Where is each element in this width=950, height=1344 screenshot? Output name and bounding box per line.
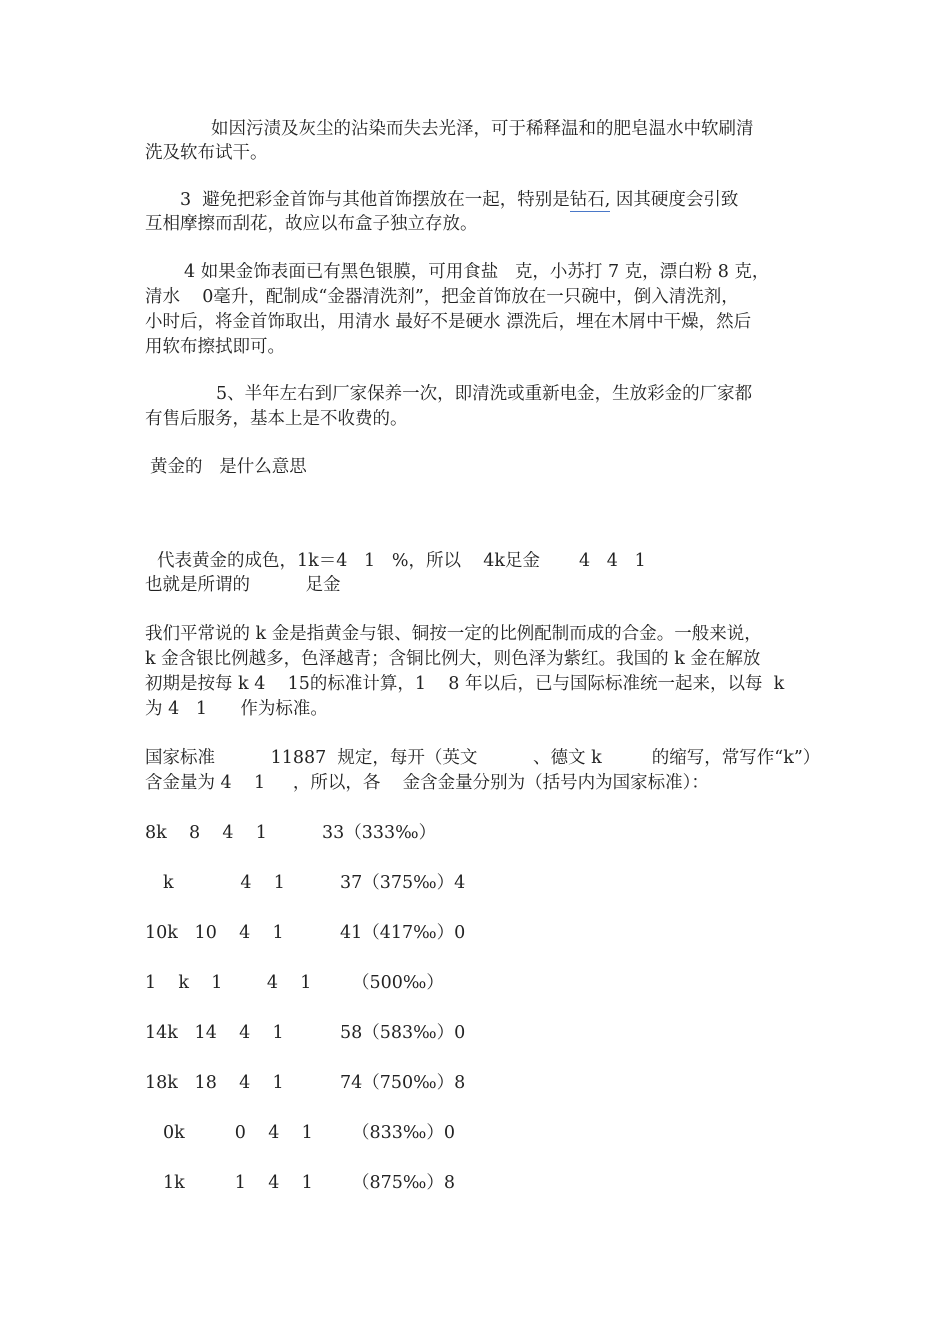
para5-line1: 代表黄金的成色，1k＝4 1 %，所以 4k足金 4 4 1 <box>157 551 646 571</box>
purity-row-value: 58（583‰）0 <box>340 1023 466 1043</box>
para3-line2: 清水 0毫升，配制成“金器清洗剂”，把金首饰放在一只碗中，倒入清洗剂， <box>145 287 739 307</box>
para2-line2: 互相摩擦而刮花，故应以布盒子独立存放。 <box>145 214 478 234</box>
purity-row-value: 37（375‰）4 <box>340 873 466 893</box>
purity-row-label: 1 k 1 4 1 <box>145 973 312 993</box>
para6-line4: 为 4 1 作为标准。 <box>145 699 328 719</box>
para5-line2: 也就是所谓的 足金 <box>145 575 341 595</box>
para2-line1 <box>180 188 738 212</box>
para6-line3: 初期是按每 k 4 15的标准计算，1 8 年以后，已与国际标准统一起来，以每 k <box>145 674 785 694</box>
purity-row-label: 0k 0 4 1 <box>163 1123 313 1143</box>
para4-line2: 有售后服务，基本上是不收费的。 <box>145 409 408 429</box>
para3-line3: 小时后，将金首饰取出，用清水 最好不是硬水 漂洗后，埋在木屑中干燥，然后 <box>145 312 752 332</box>
purity-row-value: 33（333‰） <box>322 823 437 843</box>
para4-line1: 5、半年左右到厂家保养一次，即清洗或重新电金，生放彩金的厂家都 <box>216 384 753 404</box>
purity-row-value: （875‰）8 <box>352 1173 456 1193</box>
purity-row-label: 10k 10 4 1 <box>145 923 284 943</box>
purity-row-value: 41（417‰）0 <box>340 923 466 943</box>
purity-row-label: 14k 14 4 1 <box>145 1023 284 1043</box>
purity-row-label: k 4 1 <box>163 873 285 893</box>
para6-line2: k 金含银比例越多，色泽越青；含铜比例大，则色泽为紫红。我国的 k 金在解放 <box>145 649 761 669</box>
para1-line1: 如因污渍及灰尘的沾染而失去光泽，可于稀释温和的肥皂温水中软刷清 <box>211 119 754 139</box>
para3-line4: 用软布擦拭即可。 <box>145 337 285 357</box>
purity-row-value: （500‰） <box>352 973 444 993</box>
purity-row-label: 1k 1 4 1 <box>163 1173 313 1193</box>
para3-line1: 4 如果金饰表面已有黑色银膜，可用食盐 克，小苏打 7 克，漂白粉 8 克， <box>184 262 770 282</box>
para1-line2: 洗及软布试干。 <box>145 143 268 163</box>
purity-row-value: （833‰）0 <box>352 1123 456 1143</box>
purity-row-label: 8k 8 4 1 <box>145 823 267 843</box>
diamond-link[interactable]: 钻石, <box>569 190 611 210</box>
section-heading: 黄金的 是什么意思 <box>150 457 307 477</box>
purity-row-label: 18k 18 4 1 <box>145 1073 284 1093</box>
purity-row-value: 74（750‰）8 <box>340 1073 466 1093</box>
para2-line1-post: 因其硬度会引致 <box>610 190 739 210</box>
para7-line1: 国家标准 11887 规定，每开（英文 、德文 k 的缩写，常写作“k”） <box>145 748 821 768</box>
para7-line2: 含金量为 4 1 ，所以，各 金含金量分别为（括号内为国家标准）： <box>145 773 709 793</box>
para2-line1-pre: 3 避免把彩金首饰与其他首饰摆放在一起，特别是 <box>180 190 570 210</box>
para6-line1: 我们平常说的 k 金是指黄金与银、铜按一定的比例配制而成的合金。一般来说， <box>145 624 762 644</box>
